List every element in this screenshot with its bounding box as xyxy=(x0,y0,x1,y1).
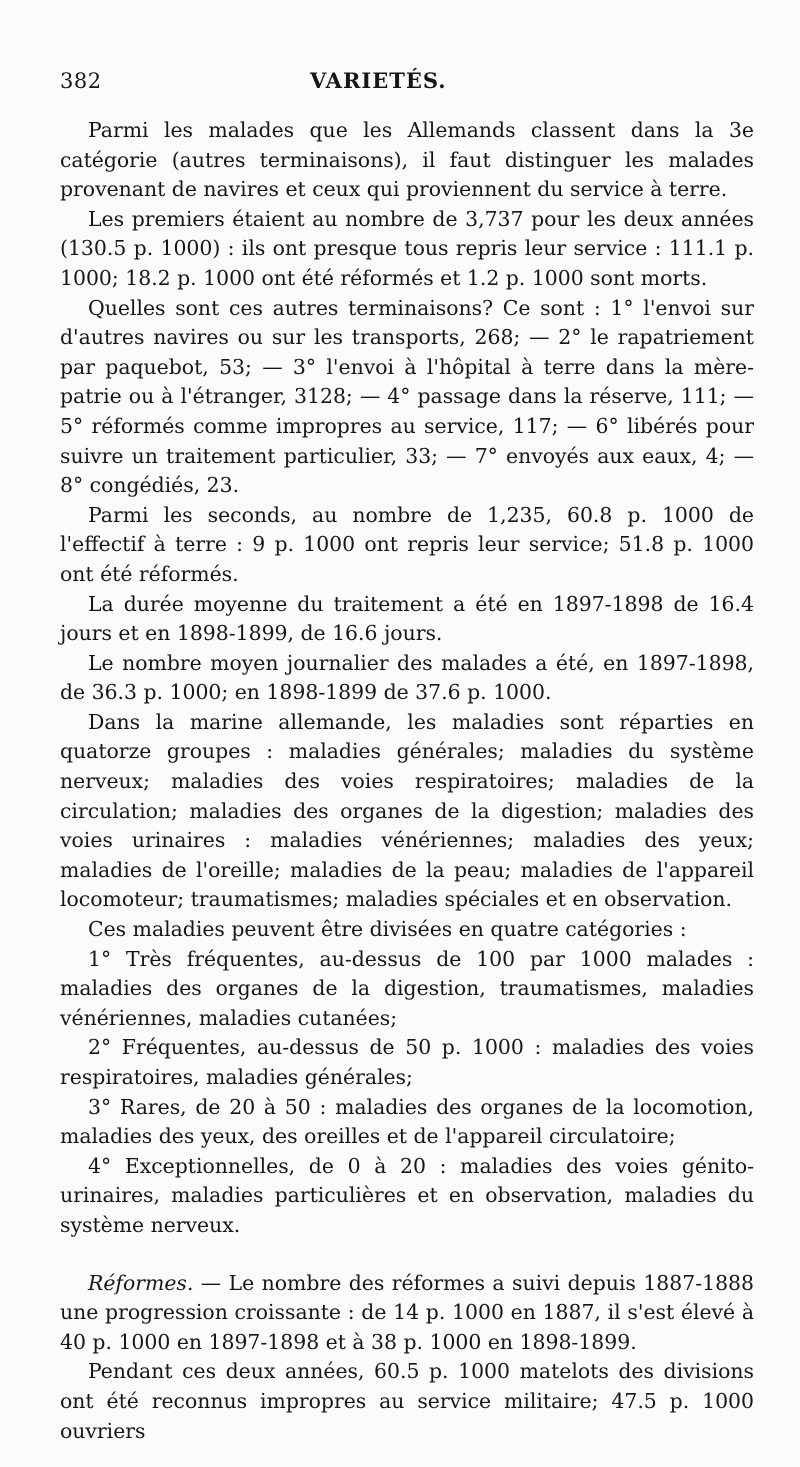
paragraph-text: 3° Rares, de 20 à 50 : maladies des organes de la locomotion, maladies des yeux, des oreilles et de l'appareil circulatoire; xyxy=(60,1094,754,1149)
page-number: 382 xyxy=(60,69,102,93)
paragraph-text: 1° Très fréquentes, au-dessus de 100 par 1000 malades : maladies des organes de la digestion, traumatismes, maladies vénériennes, maladies cutanées; xyxy=(60,946,754,1030)
paragraph xyxy=(60,294,754,501)
running-head: VARIETÉS. xyxy=(310,68,447,93)
paragraph-text: 4° Exceptionnelles, de 0 à 20 : maladies des voies génito-urinaires, maladies particulières et en observation, maladies du système nerveux. xyxy=(60,1153,754,1237)
paragraph xyxy=(60,1093,754,1152)
paragraph xyxy=(60,649,754,708)
paragraph xyxy=(60,116,754,205)
paragraph xyxy=(60,915,754,945)
paragraph xyxy=(60,501,754,590)
paragraph-text: Parmi les seconds, au nombre de 1,235, 60.8 p. 1000 de l'effectif à terre : 9 p. 1000 ont repris leur service; 51.8 p. 1000 ont été réformés. xyxy=(60,502,754,586)
paragraph xyxy=(60,1357,754,1446)
paragraph xyxy=(60,590,754,649)
paragraph-text: Pendant ces deux années, 60.5 p. 1000 matelots des divisions ont été reconnus impropres au service militaire; 47.5 p. 1000 ouvriers xyxy=(60,1359,754,1443)
section-lead: Réformes. xyxy=(88,1270,194,1295)
paragraph xyxy=(60,1033,754,1092)
paragraph-text: Les premiers étaient au nombre de 3,737 pour les deux années (130.5 p. 1000) : ils ont presque tous repris leur service : 111.1 p. 1000; 18.2 p. 1000 ont été réformés et 1.2 p. 1000 sont morts. xyxy=(60,206,754,290)
paragraph-text: La durée moyenne du traitement a été en 1897-1898 de 16.4 jours et en 1898-1899, de 16.6 jours. xyxy=(60,591,754,646)
paragraph-text: Le nombre moyen journalier des malades a été, en 1897-1898, de 36.3 p. 1000; en 1898-1899 de 37.6 p. 1000. xyxy=(60,650,754,705)
paragraph-text: Quelles sont ces autres terminaisons? Ce sont : 1° l'envoi sur d'autres navires ou sur les transports, 268; — 2° le rapatriement par paquebot, 53; — 3° l'envoi à l'hôpital à terre dans la mère-patrie ou à l'étranger, 3128; — 4° passage dans la réserve, 111; — 5° réformés comme impropres au service, 117; — 6° libérés pour suivre un traitement particulier, 33; — 7° envoyés aux eaux, 4; — 8° congédiés, 23. xyxy=(60,295,754,498)
paragraph-reformes xyxy=(60,1269,754,1358)
paragraph xyxy=(60,205,754,294)
page-header xyxy=(60,68,754,108)
paragraph-text: 2° Fréquentes, au-dessus de 50 p. 1000 : maladies des voies respiratoires, maladies générales; xyxy=(60,1035,754,1089)
paragraph xyxy=(60,945,754,1034)
body-text xyxy=(60,116,754,1446)
paragraph-text: Parmi les malades que les Allemands classent dans la 3e catégorie (autres terminaisons), il faut distinguer les malades provenant de navires et ceux qui proviennent du service à terre. xyxy=(60,118,754,202)
paragraph-text: Ces maladies peuvent être divisées en quatre catégories : xyxy=(88,917,687,942)
paragraph-text: Dans la marine allemande, les maladies sont réparties en quatorze groupes : maladies générales; maladies du système nerveux; maladies des voies respiratoires; maladies de la circulation; maladies des organes de la digestion; maladies des voies urinaires : maladies vénériennes; maladies des yeux; maladies de l'oreille; maladies de la peau; maladies de l'appareil locomoteur; traumatismes; maladies spéciales et en observation. xyxy=(60,709,754,912)
paragraph-text: — Le nombre des réformes a suivi depuis 1887-1888 une progression croissante : de 14 p. 1000 en 1887, il s'est élevé à 40 p. 1000 en 1897-1898 et à 38 p. 1000 en 1898-1899. xyxy=(60,1270,754,1354)
paragraph xyxy=(60,1152,754,1241)
paragraph xyxy=(60,708,754,915)
